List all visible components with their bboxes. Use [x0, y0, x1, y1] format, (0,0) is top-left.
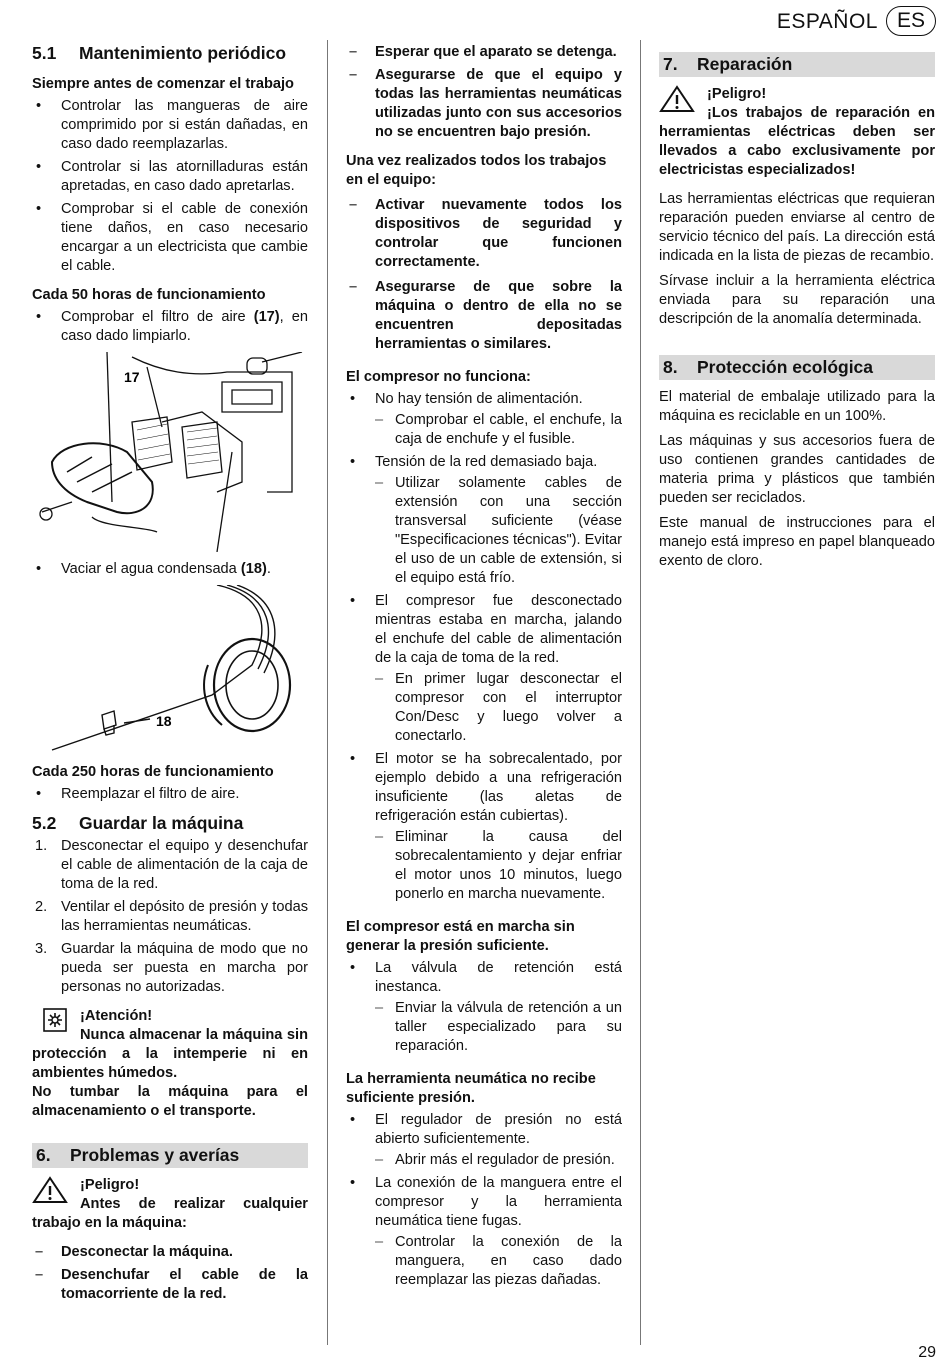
250-hours-list — [32, 785, 308, 804]
list-item: – Activar nuevamente todos los dispositivos de seguridad y controlar que funcionen correctamente. — [349, 197, 622, 270]
list-item: • El regulador de presión no está abierto suficientemente. – Abrir más el regulador de presión. — [350, 1112, 622, 1168]
language-header — [777, 6, 936, 36]
danger-title: ¡Peligro! — [80, 1177, 140, 1193]
danger-text: ¡Los trabajos de reparación en herramientas eléctricas deben ser llevados a cabo exclusivamente por electricistas especializados! — [659, 105, 935, 178]
problem-tool-pressure-title: La herramienta neumática no recibe suficiente presión. — [346, 1071, 596, 1106]
warning-triangle-icon — [659, 85, 695, 113]
attention-title: ¡Atención! — [80, 1008, 153, 1024]
section-5-2-heading: 5.2 Guardar la máquina — [32, 813, 244, 833]
column-divider-1 — [327, 40, 328, 1345]
list-item: 1. Desconectar el equipo y desenchufar el cable de alimentación de la caja de toma de la red. — [35, 838, 308, 892]
before-work-label: Siempre antes de comenzar el trabajo — [32, 76, 294, 92]
condensate-drain-illustration — [32, 585, 308, 755]
section-8-heading: 8. Protección ecológica — [659, 355, 935, 380]
list-item: – Desconectar la máquina. — [35, 1244, 233, 1260]
warning-triangle-icon — [32, 1176, 68, 1204]
50-hours-label: Cada 50 horas de funcionamiento — [32, 287, 266, 303]
storage-steps-list — [32, 837, 308, 997]
danger-text: Antes de realizar cualquier trabajo en la máquina: — [32, 1196, 308, 1231]
eco-paragraph-1: El material de embalaje utilizado para la máquina es reciclable en un 100%. — [659, 389, 935, 424]
problem-no-start-title: El compresor no funciona: — [346, 369, 531, 385]
figure-label-17: 17 — [124, 369, 140, 385]
language-name: ESPAÑOL — [776, 9, 878, 33]
list-item: • El motor se ha sobrecalentado, por ejemplo debido a una refrigeración insuficiente (las aletas de refrigeración están cubiertas). – Eliminar la causa del sobrecalentamiento y dejar enfriar el motor unos 10 minutos, luego ponerlo en marcha nuevamente. — [350, 751, 622, 902]
column-1 — [32, 40, 308, 1314]
eco-paragraph-3: Este manual de instrucciones para el manejo está impreso en papel blanqueado exento de cloro. — [659, 515, 935, 569]
list-item: • Tensión de la red demasiado baja. – Utilizar solamente cables de extensión con una sección transversal suficiente (véase "Especificaciones técnicas"). Evitar el uso de un cable de extensión, si el equipo está frío. — [350, 454, 622, 586]
air-filter-illustration — [32, 352, 308, 552]
pre-work-steps-list — [346, 43, 622, 142]
danger-notice-7 — [659, 85, 935, 180]
list-item: 2. Ventilar el depósito de presión y todas las herramientas neumáticas. — [35, 899, 308, 934]
list-item: – Asegurarse de que sobre la máquina o dentro de ella no se encuentren depositadas herramientas o similares. — [349, 279, 622, 352]
page-number: 29 — [918, 1344, 936, 1361]
list-item: • Controlar si las atornilladuras están apretadas, en caso dado apretarlas. — [36, 159, 308, 194]
drain-list — [32, 560, 308, 579]
column-divider-2 — [640, 40, 641, 1345]
list-item: • Controlar las mangueras de aire comprimido por si están dañadas, en caso dado reemplazarlas. — [36, 98, 308, 152]
list-item: – En primer lugar desconectar el compresor con el interruptor Con/Desc y luego volver a conectarlo. — [375, 671, 622, 744]
column-3 — [659, 40, 935, 577]
problem-tool-pressure-list — [346, 1111, 622, 1290]
disconnect-steps-list — [32, 1243, 308, 1304]
figure-label-18: 18 — [156, 713, 172, 729]
air-filter-figure — [32, 352, 308, 552]
condensate-drain-figure — [32, 585, 308, 755]
list-item: – Abrir más el regulador de presión. — [375, 1152, 615, 1168]
problem-no-start-list — [346, 390, 622, 904]
list-item: – Eliminar la causa del sobrecalentamiento y dejar enfriar el motor unos 10 minutos, luego ponerlo en marcha nuevamente. — [375, 829, 622, 902]
before-work-list — [32, 97, 308, 276]
list-item: 3. Guardar la máquina de modo que no pueda ser puesta en marcha por personas no autorizadas. — [35, 941, 308, 995]
section-6-heading: 6. Problemas y averías — [32, 1143, 308, 1168]
list-item: – Enviar la válvula de retención a un taller especializado para su reparación. — [375, 1000, 622, 1054]
list-item: • El compresor fue desconectado mientras estaba en marcha, jalando el enchufe del cable de alimentación de la caja de toma de la red. – En primer lugar desconectar el compresor con el interruptor Con/Desc y luego volver a conectarlo. — [350, 593, 622, 744]
language-code-badge: ES — [886, 6, 936, 36]
attention-text: Nunca almacenar la máquina sin protección a la intemperie ni en ambientes húmedos. — [32, 1027, 308, 1081]
250-hours-label: Cada 250 horas de funcionamiento — [32, 764, 274, 780]
eco-paragraph-2: Las máquinas y sus accesorios fuera de uso contienen grandes cantidades de materia prima y plásticos que también pueden ser reciclados. — [659, 433, 935, 506]
list-item: – Desenchufar el cable de la tomacorriente de la red. — [35, 1267, 308, 1302]
list-item: • Comprobar el filtro de aire (17), en caso dado limpiarlo. — [36, 309, 308, 344]
list-item: – Utilizar solamente cables de extensión con una sección transversal suficiente (véase "Especificaciones técnicas"). Evitar el uso de un cable de extensión, si el equipo está frío. — [375, 475, 622, 586]
column-2 — [346, 40, 622, 1300]
danger-notice-6 — [32, 1176, 308, 1233]
problem-low-pressure-list — [346, 959, 622, 1056]
after-work-steps-list — [346, 196, 622, 354]
section-7-heading: 7. Reparación — [659, 52, 935, 77]
list-item: • La conexión de la manguera entre el compresor y la herramienta neumática tiene fugas. – Controlar la conexión de la manguera, en caso dado reemplazar las piezas dañadas. — [350, 1175, 622, 1288]
list-item: • La válvula de retención está inestanca. – Enviar la válvula de retención a un taller especializado para su reparación. — [350, 960, 622, 1054]
50-hours-list — [32, 308, 308, 346]
after-work-label: Una vez realizados todos los trabajos en el equipo: — [346, 153, 607, 188]
list-item: • Comprobar si el cable de conexión tiene daños, en caso necesario encargar a un electricista que cambie el cable. — [36, 201, 308, 274]
attention-icon — [32, 1007, 68, 1035]
problem-low-pressure-title: El compresor está en marcha sin generar la presión suficiente. — [346, 919, 575, 954]
list-item: • Reemplazar el filtro de aire. — [36, 786, 240, 802]
section-5-1-heading: 5.1 Mantenimiento periódico — [32, 43, 287, 63]
list-item: – Asegurarse de que el equipo y todas las herramientas neumáticas utilizadas junto con sus accesorios no se encuentren bajo presión. — [349, 67, 622, 140]
repair-paragraph-1: Las herramientas eléctricas que requieran reparación pueden enviarse al centro de servicio técnico del país. La dirección está indicada en la lista de piezas de recambio. — [659, 191, 935, 264]
attention-notice — [32, 1007, 308, 1121]
attention-text-2: No tumbar la máquina para el almacenamiento o el transporte. — [32, 1084, 308, 1119]
list-item: • Vaciar el agua condensada (18). — [36, 561, 271, 577]
list-item: – Comprobar el cable, el enchufe, la caja de enchufe y el fusible. — [375, 412, 622, 447]
list-item: – Controlar la conexión de la manguera, en caso dado reemplazar las piezas dañadas. — [375, 1234, 622, 1288]
list-item: • No hay tensión de alimentación. – Comprobar el cable, el enchufe, la caja de enchufe y el fusible. — [350, 391, 622, 447]
repair-paragraph-2: Sírvase incluir a la herramienta eléctrica enviada para su reparación una descripción de la anomalía determinada. — [659, 273, 935, 327]
list-item: – Esperar que el aparato se detenga. — [349, 44, 617, 60]
danger-title: ¡Peligro! — [707, 86, 767, 102]
